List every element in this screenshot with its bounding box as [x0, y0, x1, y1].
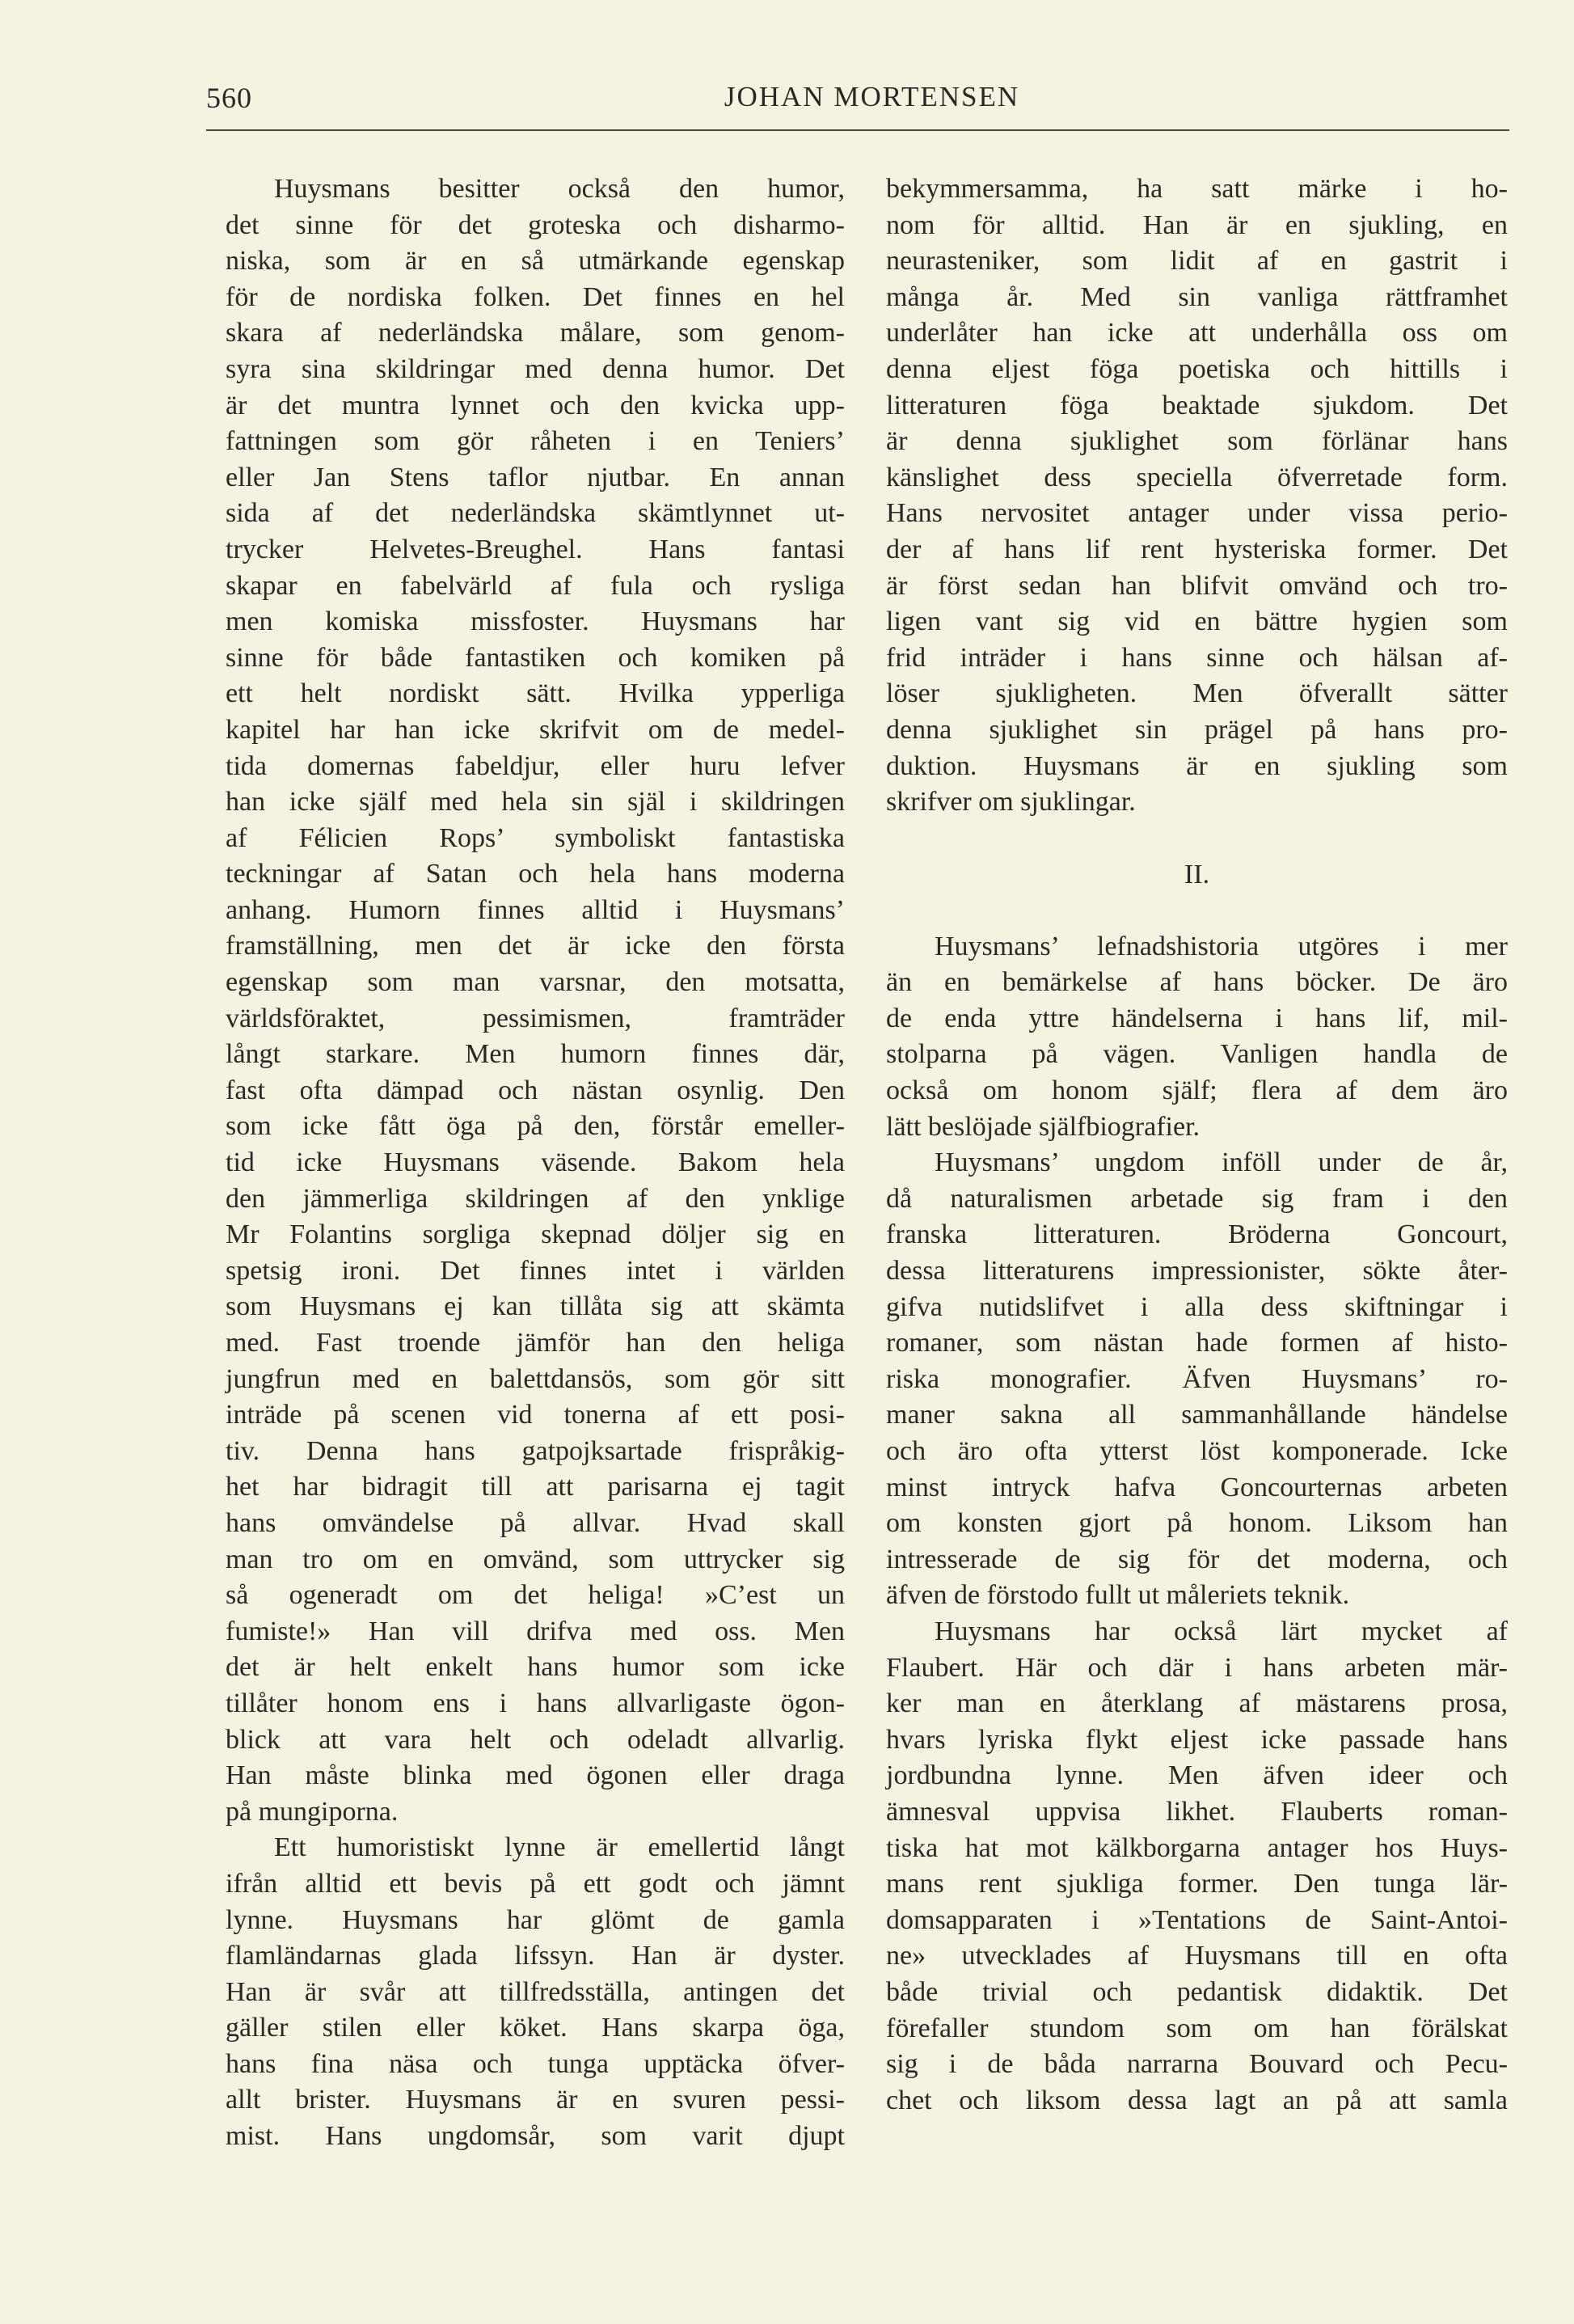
- text-line: gäller stilen eller köket. Hans skarpa öga,: [226, 2013, 845, 2043]
- text-line: äfven de förstodo fullt ut måleriets teknik.: [886, 1580, 1350, 1611]
- text-line: ker man en återklang af mästarens prosa,: [886, 1688, 1508, 1719]
- text-line: jungfrun med en balettdansös, som gör sitt: [226, 1363, 845, 1394]
- left-column: [226, 171, 845, 2155]
- text-line: Hans nervositet antager under vissa perio-: [886, 498, 1508, 529]
- text-line: neurasteniker, som lidit af en gastrit i: [886, 246, 1508, 277]
- text-line: världsföraktet, pessimismen, framträder: [226, 1003, 845, 1033]
- text-line: om konsten gjort på honom. Liksom han: [886, 1508, 1508, 1539]
- text-line: tillåter honom ens i hans allvarligaste ögon-: [226, 1688, 845, 1718]
- text-line: löser sjukligheten. Men öfverallt sätter: [886, 678, 1508, 709]
- text-line: också om honom själf; flera af dem äro: [886, 1075, 1508, 1106]
- text-line: Ett humoristiskt lynne är emellertid långt: [274, 1832, 845, 1863]
- text-line: minst intryck hafva Goncourternas arbeten: [886, 1472, 1508, 1502]
- text-line: blick att vara helt och odeladt allvarlig.: [226, 1724, 845, 1755]
- text-line: framställning, men det är icke den första: [226, 931, 845, 961]
- text-line: förefaller stundom som om han förälskat: [886, 2013, 1508, 2043]
- text-line: der af hans lif rent hysteriska former. Det: [886, 534, 1508, 564]
- text-line: är denna sjuklighet som förlänar hans: [886, 426, 1508, 457]
- text-line: eller Jan Stens taflor njutbar. En annan: [226, 462, 845, 492]
- text-line: mist. Hans ungdomsår, som varit djupt: [226, 2121, 845, 2152]
- text-line: syra sina skildringar med denna humor. Det: [226, 353, 845, 384]
- text-line: nom för alltid. Han är en sjukling, en: [886, 209, 1508, 240]
- text-line: för de nordiska folken. Det finnes en hel: [226, 281, 845, 312]
- text-line: som Huysmans ej kan tillåta sig att skämta: [226, 1291, 845, 1322]
- text-line: litteraturen föga beaktade sjukdom. Det: [886, 390, 1508, 420]
- text-line: tiska hat mot kälkborgarna antager hos Huys-: [886, 1832, 1508, 1863]
- running-title: JOHAN MORTENSEN: [724, 81, 1020, 112]
- text-line: skrifver om sjuklingar.: [886, 787, 1136, 818]
- text-line: kapitel har han icke skrifvit om de medel-: [226, 714, 845, 745]
- text-line: Flaubert. Här och där i hans arbeten mär-: [886, 1652, 1508, 1683]
- text-line: romaner, som nästan hade formen af histo-: [886, 1328, 1508, 1358]
- text-line: tid icke Huysmans väsende. Bakom hela: [226, 1147, 845, 1178]
- text-line: fast ofta dämpad och nästan osynlig. Den: [226, 1075, 845, 1105]
- right-column: [886, 171, 1508, 2119]
- text-line: man tro om en omvänd, som uttrycker sig: [226, 1544, 845, 1574]
- text-line: niska, som är en så utmärkande egenskap: [226, 246, 845, 277]
- text-line: fattningen som gör råheten i en Teniers’: [226, 426, 845, 457]
- text-line: är det muntra lynnet och den kvicka upp-: [226, 390, 845, 420]
- text-line: trycker Helvetes-Breughel. Hans fantasi: [226, 534, 845, 564]
- text-line: fumiste!» Han vill drifva med oss. Men: [226, 1616, 845, 1646]
- text-line: franska litteraturen. Bröderna Goncourt,: [886, 1219, 1508, 1250]
- text-line: het har bidragit till att parisarna ej tagit: [226, 1472, 845, 1502]
- text-line: Huysmans har också lärt mycket af: [935, 1616, 1508, 1646]
- text-line: sida af det nederländska skämtlynnet ut-: [226, 498, 845, 529]
- text-line: Mr Folantins sorgliga skepnad döljer sig en: [226, 1219, 845, 1250]
- text-line: de enda yttre händelserna i hans lif, mil-: [886, 1003, 1508, 1033]
- text-line: sig i de båda narrarna Bouvard och Pecu-: [886, 2049, 1508, 2080]
- text-line: af Félicien Rops’ symboliskt fantastiska: [226, 822, 845, 853]
- text-line: än en bemärkelse af hans böcker. De äro: [886, 967, 1508, 998]
- text-line: allt brister. Huysmans är en svuren pessi-: [226, 2085, 845, 2115]
- text-line: är först sedan han blifvit omvänd och tro-: [886, 570, 1508, 601]
- text-line: gifva nutidslifvet i alla dess skiftningar i: [886, 1291, 1508, 1322]
- text-line: hvars lyriska flykt eljest icke passade hans: [886, 1724, 1508, 1755]
- text-line: lätt beslöjade själfbiografier.: [886, 1111, 1201, 1142]
- text-line: så ogeneradt om det heliga! »C’est un: [226, 1580, 845, 1611]
- text-line: riska monografier. Äfven Huysmans’ ro-: [886, 1363, 1508, 1394]
- text-line: teckningar af Satan och hela hans moderna: [226, 859, 845, 889]
- text-line: frid inträder i hans sinne och hälsan af-: [886, 642, 1508, 673]
- text-line: ett helt nordiskt sätt. Hvilka ypperliga: [226, 678, 845, 709]
- text-line: ämnesval uppvisa likhet. Flauberts roman-: [886, 1796, 1508, 1827]
- text-line: Huysmans’ lefnadshistoria utgöres i mer: [935, 931, 1508, 961]
- text-line: duktion. Huysmans är en sjukling som: [886, 750, 1508, 781]
- right-column-top: [886, 171, 1508, 821]
- text-line: Huysmans besitter också den humor,: [274, 174, 845, 204]
- text-line: skapar en fabelvärld af fula och rysliga: [226, 570, 845, 601]
- text-line: mans rent sjukliga former. Den tunga lär-: [886, 1869, 1508, 1899]
- text-line: det är helt enkelt hans humor som icke: [226, 1652, 845, 1683]
- text-line: på mungiporna.: [226, 1796, 399, 1827]
- text-line: stolparna på vägen. Vanligen handla de: [886, 1039, 1508, 1070]
- text-line: maner sakna all sammanhållande händelse: [886, 1400, 1508, 1430]
- page-number: 560: [206, 82, 252, 114]
- text-line: med. Fast troende jämför han den heliga: [226, 1328, 845, 1358]
- header-rule: [206, 129, 1509, 131]
- text-line: egenskap som man varsnar, den motsatta,: [226, 967, 845, 998]
- text-line: denna sjuklighet sin prägel på hans pro-: [886, 714, 1508, 745]
- text-line: många år. Med sin vanliga rättframhet: [886, 281, 1508, 312]
- text-line: denna eljest föga poetiska och hittills i: [886, 353, 1508, 384]
- text-line: anhang. Humorn finnes alltid i Huysmans’: [226, 894, 845, 925]
- text-line: han icke själf med hela sin själ i skildringen: [226, 787, 845, 818]
- text-line: bekymmersamma, ha satt märke i ho-: [886, 174, 1508, 204]
- text-line: då naturalismen arbetade sig fram i den: [886, 1183, 1508, 1214]
- text-line: spetsig ironi. Det finnes intet i världen: [226, 1255, 845, 1286]
- text-line: och äro ofta ytterst löst komponerade. Icke: [886, 1436, 1508, 1466]
- text-line: känslighet dess speciella öfverretade form.: [886, 462, 1508, 492]
- text-line: Han måste blinka med ögonen eller draga: [226, 1760, 845, 1791]
- text-line: men komiska missfoster. Huysmans har: [226, 606, 845, 637]
- section-heading: II.: [1184, 859, 1210, 889]
- text-line: hans fina näsa och tunga upptäcka öfver-: [226, 2048, 845, 2079]
- text-line: jordbundna lynne. Men äfven ideer och: [886, 1760, 1508, 1791]
- text-line: den jämmerliga skildringen af den ynklige: [226, 1183, 845, 1214]
- text-line: långt starkare. Men humorn finnes där,: [226, 1039, 845, 1070]
- text-line: ne» utvecklades af Huysmans till en ofta: [886, 1941, 1508, 1971]
- text-line: det sinne för det groteska och disharmo-: [226, 209, 845, 240]
- text-line: underlåter han icke att underhålla oss om: [886, 318, 1508, 349]
- text-line: sinne för både fantastiken och komiken på: [226, 642, 845, 673]
- text-line: chet och liksom dessa lagt an på att samla: [886, 2085, 1508, 2115]
- text-line: ifrån alltid ett bevis på ett godt och jämnt: [226, 1868, 845, 1899]
- text-line: hans omvändelse på allvar. Hvad skall: [226, 1507, 845, 1538]
- right-column-bottom: [886, 929, 1508, 2119]
- text-line: skara af nederländska målare, som genom-: [226, 318, 845, 349]
- text-line: Huysmans’ ungdom inföll under de år,: [935, 1147, 1508, 1178]
- text-line: Han är svår att tillfredsställa, antingen det: [226, 1976, 845, 2007]
- text-line: dessa litteraturens impressionister, sökte åter-: [886, 1256, 1508, 1287]
- text-line: intresserade de sig för det moderna, och: [886, 1544, 1508, 1574]
- text-line: tida domernas fabeldjur, eller huru lefver: [226, 750, 845, 781]
- text-line: flamländarnas glada lifssyn. Han är dyster.: [226, 1941, 845, 1971]
- text-line: ligen vant sig vid en bättre hygien som: [886, 606, 1508, 637]
- text-line: lynne. Huysmans har glömt de gamla: [226, 1904, 845, 1935]
- text-line: som icke fått öga på den, förstår emeller-: [226, 1111, 845, 1142]
- text-line: inträde på scenen vid tonerna af ett posi-: [226, 1400, 845, 1430]
- text-line: både trivial och pedantisk didaktik. Det: [886, 1976, 1508, 2007]
- text-line: tiv. Denna hans gatpojksartade frispråkig-: [226, 1435, 845, 1466]
- text-line: domsapparaten i »Tentations de Saint-Antoi-: [886, 1904, 1508, 1935]
